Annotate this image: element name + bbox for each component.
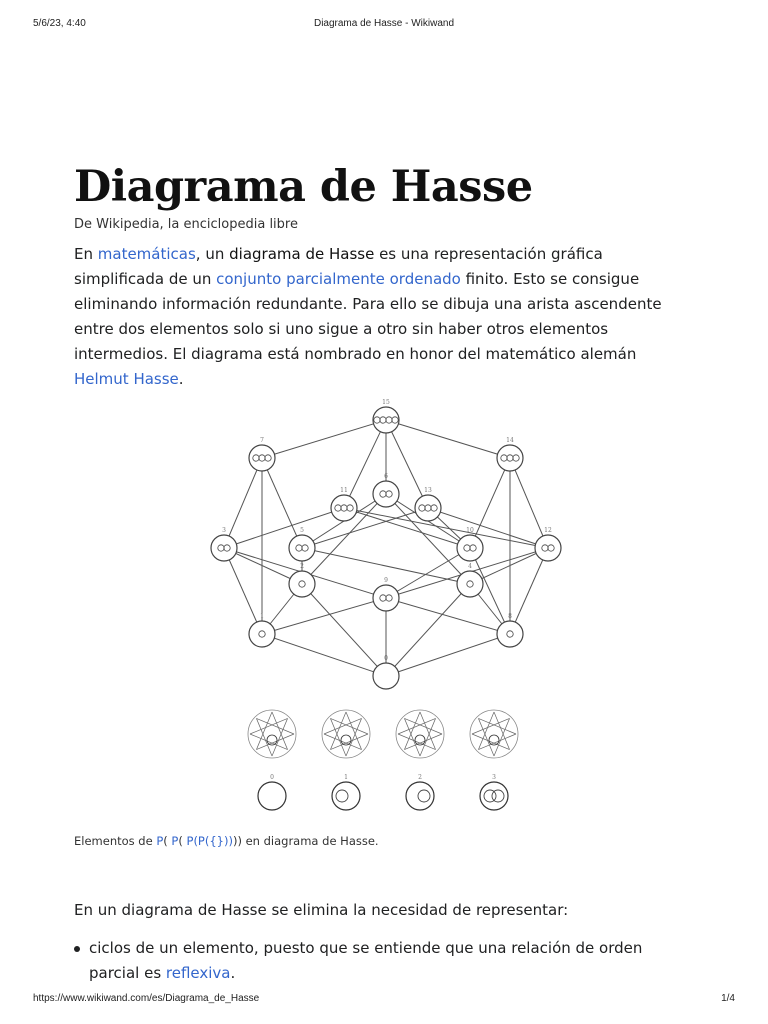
link-ppp[interactable]: P(P({})) [186,834,233,848]
node-label: 14 [506,437,514,444]
diagram-edge [510,458,548,548]
node-label: 11 [340,487,348,494]
thumbnail-outline [396,710,444,758]
diagram-edge [386,548,470,598]
node-label: 5 [300,527,304,534]
lead-text: , un [195,245,230,263]
print-header [0,18,768,32]
bold-term: diagrama de Hasse [229,245,375,263]
list-item-text: . [230,964,236,982]
element-label: 3 [492,774,496,781]
diagram-node [457,571,483,597]
diagram-edge [510,548,548,634]
element-label: 1 [344,774,348,781]
caption-text: Elementos de [74,834,157,848]
link-helmut-hasse[interactable]: Helmut Hasse [74,370,179,388]
caption-text: ( [163,834,172,848]
diagram-node [249,621,275,647]
thumbnail-outline [322,710,370,758]
page-title: Diagrama de Hasse [74,162,533,212]
print-url: https://www.wikiwand.com/es/Diagrama_de_Hasse [33,993,260,1004]
link-conjunto-parcialmente-ordenado[interactable]: conjunto parcialmente ordenado [216,270,461,288]
node-label: 7 [260,437,264,444]
diagram-edge [470,458,510,548]
list-item [74,936,694,986]
node-label: 10 [466,527,474,534]
diagram-edge [262,598,386,634]
link-p[interactable]: P [156,834,164,848]
section-paragraph: En un diagrama de Hasse se elimina la necesidad de representar: [74,901,569,919]
node-label: 3 [222,527,226,534]
node-label: 4 [468,563,472,570]
thumbnail-highlight [341,735,351,745]
article-subtitle: De Wikipedia, la enciclopedia libre [74,217,298,232]
element-circle [258,782,286,810]
lead-text: finito. Esto se consigue eliminando información redundante. Para ello se dibuja una arista ascendente entre dos elementos solo si uno sigue a otro sin haber otros elementos intermedios. El diagrama está nombrado en honor del matemático alemán [74,270,662,363]
lead-text: es una representación gráfica simplificada de un [74,245,603,288]
lead-text: En [74,245,98,263]
print-page-title: Diagrama de Hasse - Wikiwand [313,18,455,29]
print-footer [0,993,768,1007]
hasse-diagram-image [222,386,552,826]
diagram-edge [386,598,510,634]
node-label: 2 [300,563,304,570]
bullet-list [74,936,694,986]
caption-text: ( [178,834,187,848]
element-label: 2 [418,774,422,781]
thumbnail-highlight [267,735,277,745]
diagram-edge [386,420,510,458]
diagram-edge [344,508,470,548]
thumbnail-highlight [489,735,499,745]
bullet-icon [74,946,80,952]
lead-text: . [178,370,184,388]
thumbnail-outline [470,710,518,758]
diagram-edge [224,508,344,548]
figure-caption [74,833,379,849]
diagram-edge [224,548,262,634]
list-item-text: ciclos de un elemento, puesto que se entiende que una relación de orden parcial es [89,939,643,982]
thumbnail-outline [248,710,296,758]
node-label: 15 [382,399,390,406]
diagram-edge [262,458,302,548]
thumbnail-highlight [415,735,425,745]
node-label: 12 [544,527,552,534]
node-label: 0 [384,655,388,662]
link-matematicas[interactable]: matemáticas [97,245,196,263]
print-datetime: 5/6/23, 4:40 [33,18,86,29]
node-label: 1 [260,613,264,620]
hasse-diagram-figure[interactable] [222,386,552,826]
node-label: 8 [508,613,512,620]
diagram-edge [224,458,262,548]
element-label: 0 [270,774,274,781]
diagram-node [373,663,399,689]
lead-paragraph [74,242,694,392]
diagram-node [497,621,523,647]
link-p[interactable]: P [171,834,179,848]
node-label: 13 [424,487,432,494]
caption-text: )) en diagrama de Hasse. [232,834,379,848]
diagram-edge [302,508,428,548]
diagram-node [289,571,315,597]
node-label: 6 [384,473,388,480]
link-reflexiva[interactable]: reflexiva [165,964,231,982]
node-label: 9 [384,577,388,584]
diagram-edge [262,420,386,458]
print-page-counter: 1/4 [721,993,735,1004]
